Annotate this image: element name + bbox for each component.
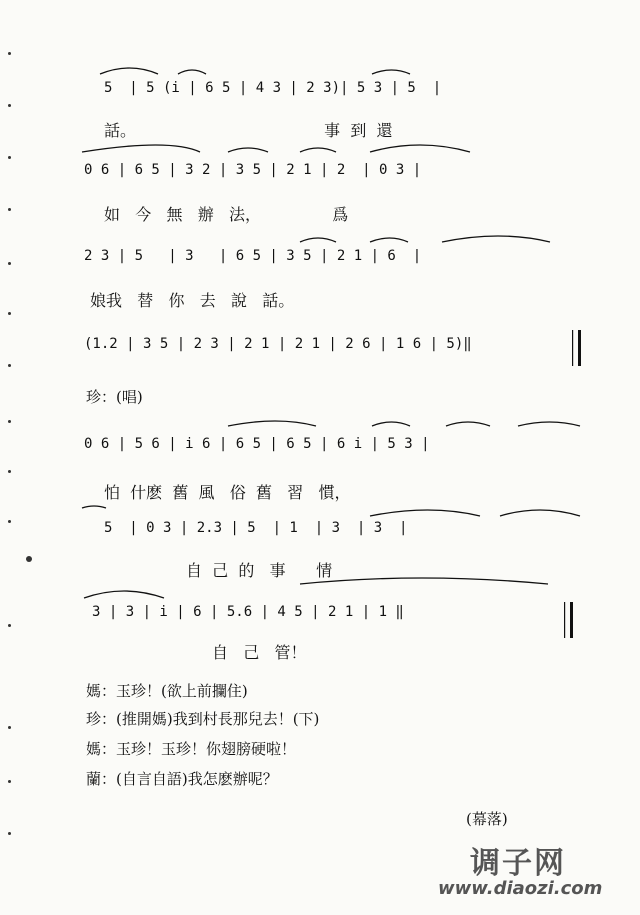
notation-line-6: 5 | 0 3 | 2.3 | 5 | 1 | 3 | 3 | (104, 520, 408, 536)
speaker-line: 珍：(唱) (86, 388, 143, 406)
lyrics-line-6: 自 己 的 事 情 (186, 561, 333, 580)
watermark-url: www.diaozi.com (438, 878, 603, 899)
watermark-logo: 调子网 (470, 846, 566, 881)
lyrics-line-3: 娘我 替 你 去 說 話。 (90, 291, 295, 310)
dialogue-line: 媽：玉珍！(欲上前攔住) (86, 682, 248, 700)
dialogue-line: 蘭：(自言自語)我怎麽辦呢？ (86, 770, 278, 788)
lyrics-line-5: 怕 什麽 舊 風 俗 舊 習 慣， (104, 483, 351, 502)
lyrics-line-2: 如 今 無 辦 法， 爲 (104, 205, 349, 224)
notation-line-3: 2 3 | 5 | 3 | 6 5 | 3 5 | 2 1 | 6 | (84, 248, 422, 264)
notation-line-4: (1.2 | 3 5 | 2 3 | 2 1 | 2 1 | 2 6 | 1 6 | 5)‖ (84, 336, 472, 352)
notation-line-7: 3 | 3 | i | 6 | 5.6 | 4 5 | 2 1 | 1 ‖ (92, 604, 404, 620)
lyrics-line-7: 自 己 管！ (212, 643, 307, 662)
dialogue-line: 珍：(推開媽)我到村長那兒去！(下) (86, 710, 320, 728)
notation-line-5: 0 6 | 5 6 | i 6 | 6 5 | 6 5 | 6 i | 5 3 | (84, 436, 430, 452)
lyrics-line-1: 話。 事 到 還 (104, 121, 393, 140)
dialogue-line: 媽：玉珍！玉珍！你翅膀硬啦！ (86, 740, 297, 758)
curtain-note: (幕落) (466, 810, 508, 828)
notation-line-1: 5 | 5 (i | 6 5 | 4 3 | 2 3)| 5 3 | 5 | (104, 80, 442, 96)
notation-line-2: 0 6 | 6 5 | 3 2 | 3 5 | 2 1 | 2 | 0 3 | (84, 162, 422, 178)
